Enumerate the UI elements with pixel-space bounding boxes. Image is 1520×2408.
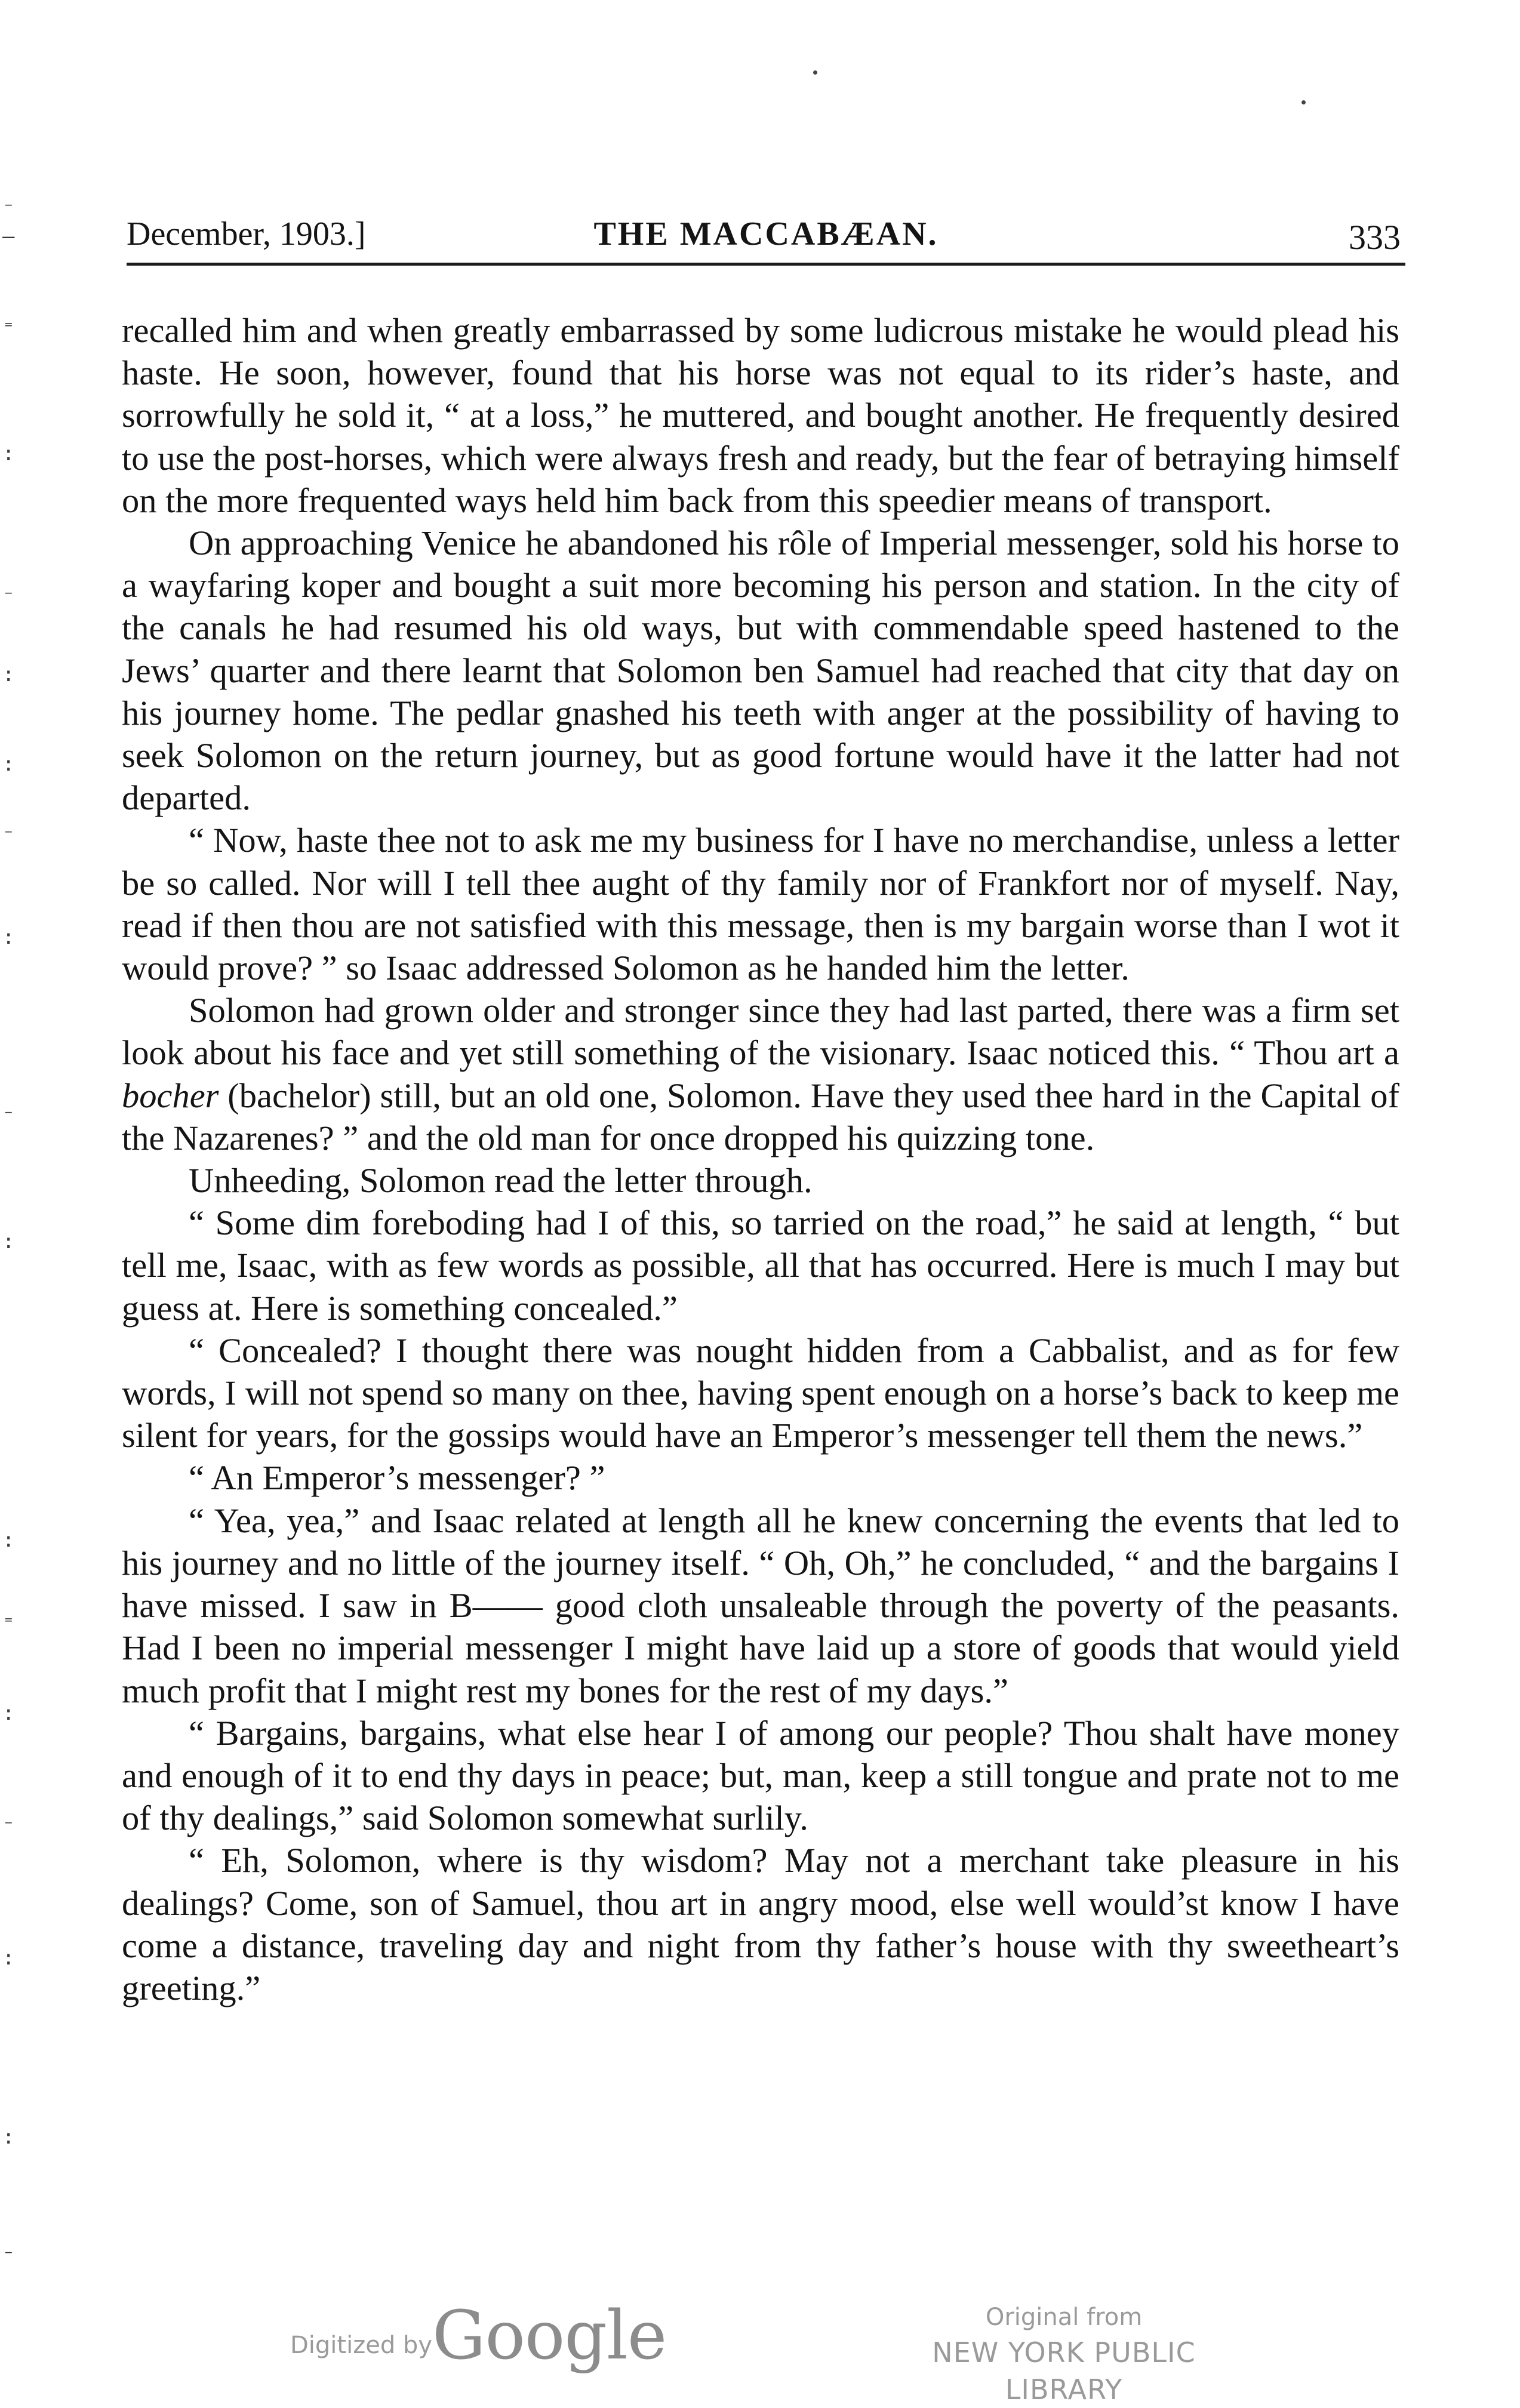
- journal-title: THE MACCABÆAN.: [593, 215, 939, 252]
- paragraph: Unheeding, Solomon read the letter through.: [189, 1161, 813, 1200]
- facing-page-bleed: ⁻ — ⁼ : ⁻ : : ⁻ : ⁻ : : ⁼ : ⁻ : : ⁻: [2, 197, 15, 2268]
- paragraph: recalled him and when greatly embarrassed by some ludicrous mistake he would plead his haste. He soon, however, found that his horse was not equal to its rider’s haste, and sorrowfully he sold it, “ at a loss,” he muttered, and bought another. He frequently desired to use the post-horses, which were always fresh and ready, but the fear of betraying himself on the more frequented ways held him back from this speedier means of transport.: [122, 311, 1399, 520]
- paragraph: On approaching Venice he abandoned his rôle of Imperial messenger, sold his horse to a wayfaring koper and bought a suit more becoming his person and station. In the city of the canals he had resumed his old ways, but with commendable speed hastened to the Jews’ quarter and there learnt that Solomon ben Samuel had reached that city that day on his journey home. The pedlar gnashed his teeth with anger at the possibility of having to seek Solomon on the return journey, but as good fortune would have it the latter had not departed.: [122, 524, 1399, 818]
- header-rule: [127, 263, 1405, 266]
- library-name: NEW YORK PUBLIC LIBRARY: [932, 2336, 1196, 2406]
- google-logo: Google: [432, 2297, 667, 2375]
- paragraph: “ Eh, Solomon, where is thy wisdom? May not a merchant take pleasure in his dealings? Come, son of Samuel, thou art in angry mood, else well would’st know I have come a distance, traveling day and night from thy father’s house with thy sweetheart’s greeting.”: [122, 1841, 1399, 2007]
- italic-term: bocher: [122, 1076, 219, 1115]
- header-date: December, 1903.]: [127, 215, 366, 252]
- paragraph-text: (bachelor) still, but an old one, Solomon. Have they used thee hard in the Capital of the Nazarenes? ” and the old man for once dropped his quizzing tone.: [122, 1076, 1399, 1157]
- paragraph: “ Yea, yea,” and Isaac related at length all he knew concerning the events that led to his journey and no little of the journey itself. “ Oh, Oh,” he concluded, “ and the bargains I have missed. I saw in B—— good cloth unsaleable through the poverty of the peasants. Had I been no imperial messenger I might have laid up a store of goods that would yield much profit that I might rest my bones for the rest of my days.”: [122, 1501, 1399, 1710]
- paragraph: [122, 989, 1399, 1159]
- page-speck: [813, 70, 817, 75]
- paragraph: “ Now, haste thee not to ask me my business for I have no merchandise, unless a letter be so called. Nor will I tell thee aught of thy family nor of Frankfort nor of myself. Nay, read if then thou are not satisfied with this message, then is my bargain worse than I wot it would prove? ” so Isaac addressed Solomon as he handed him the letter.: [122, 821, 1399, 988]
- paragraph: “ Concealed? I thought there was nought hidden from a Cabbalist, and as for few words, I will not spend so many on thee, having spent enough on a horse’s back to keep me silent for years, for the gossips would have an Emperor’s messenger tell them the news.”: [122, 1331, 1399, 1455]
- paragraph: “ Some dim foreboding had I of this, so tarried on the road,” he said at length, “ but tell me, Isaac, with as few words as possible, all that has occurred. Here is much I may but guess at. Here is something concealed.”: [122, 1203, 1399, 1328]
- paragraph: “ Bargains, bargains, what else hear I of among our people? Thou shalt have money and enough of it to end thy days in peace; but, man, keep a still tongue and prate not to me of thy dealings,” said Solomon somewhat surlily.: [122, 1713, 1399, 1838]
- article-body: [122, 309, 1399, 2009]
- running-header: [127, 210, 1405, 258]
- paragraph-text: Solomon had grown older and stronger since they had last parted, there was a firm set look about his face and yet still something of the visionary. Isaac noticed this. “ Thou art a: [122, 991, 1399, 1073]
- paragraph: “ An Emperor’s messenger? ”: [189, 1458, 605, 1498]
- original-from-label: Original from: [985, 2304, 1143, 2331]
- digitized-by-label: Digitized by: [290, 2332, 432, 2359]
- original-source-mark: [879, 2301, 1249, 2408]
- page-number: 333: [1349, 218, 1401, 257]
- page-speck: [1301, 100, 1306, 104]
